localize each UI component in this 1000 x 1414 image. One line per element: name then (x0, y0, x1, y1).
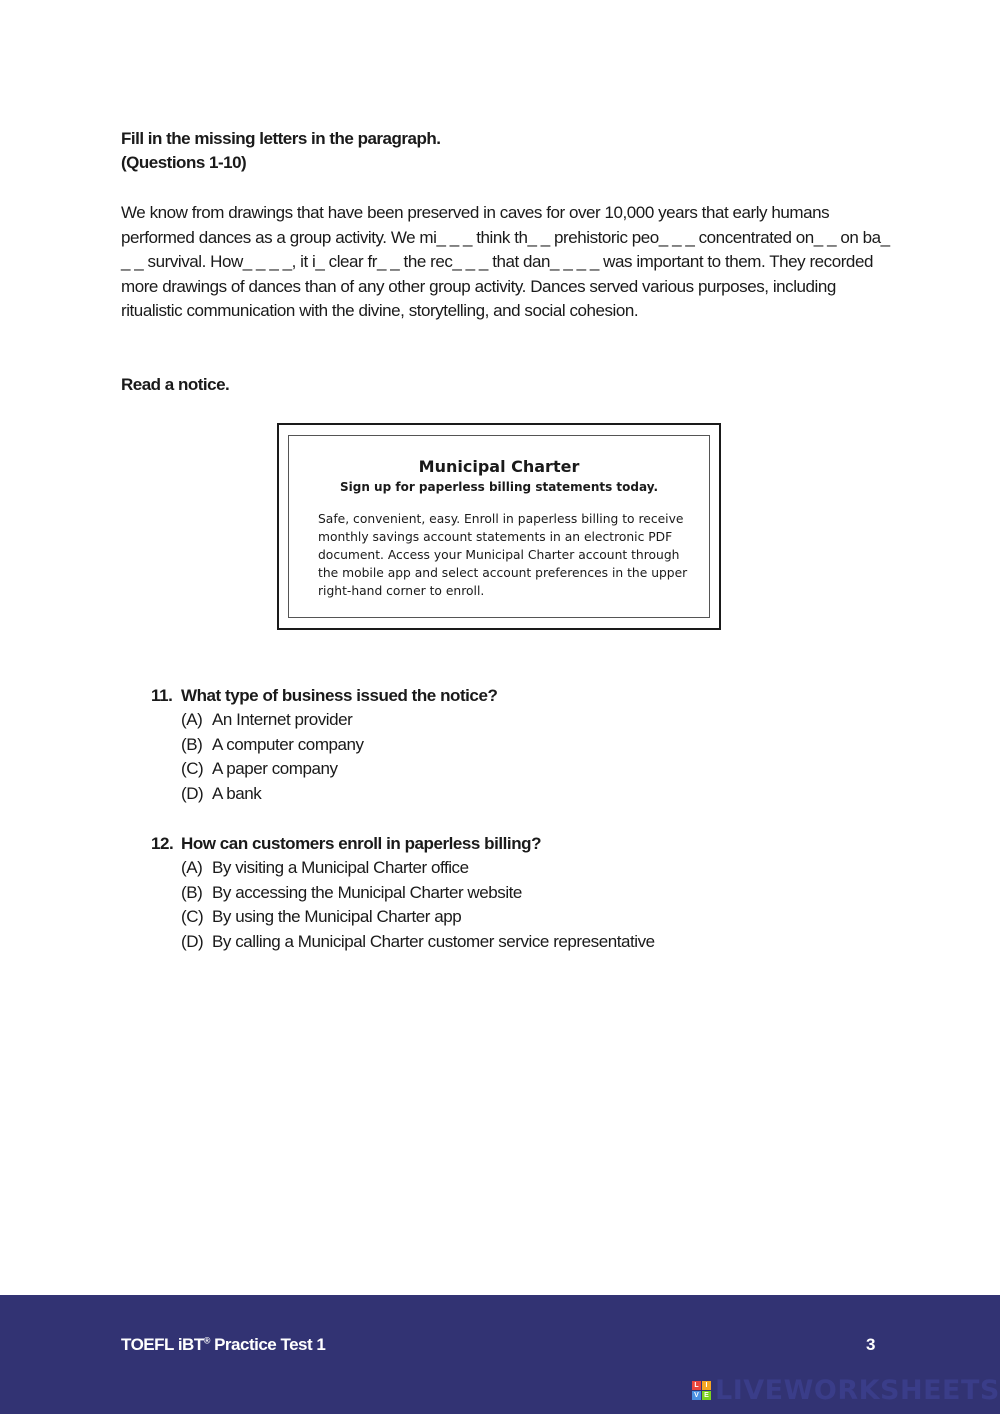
logo-letter-i: I (702, 1381, 711, 1390)
option-letter: (A) (181, 858, 203, 877)
question-11 (151, 683, 911, 807)
liveworksheets-wordmark: LIVEWORKSHEETS (715, 1375, 1000, 1406)
footer-title (121, 1335, 325, 1355)
page-number: 3 (866, 1335, 876, 1354)
option-text: By accessing the Municipal Charter website (212, 882, 522, 902)
answer-option[interactable] (151, 881, 911, 906)
fill-in-paragraph: We know from drawings that have been preserved in caves for over 10,000 years that early humans performed dances as a group activity. We mi_ _ _ think th_ _ prehistoric peo_ _ _ concentrated on_ _ on ba_ _ _ survival. How_ _ _ _, it i_ clear fr_ _ the rec_ _ _ that dan_ _ _ _ was important to them. They recorded more drawings of dances than of any other group activity. Dances served various purposes, including ritualistic communication with the divine, storytelling, and social cohesion. (121, 203, 890, 321)
notice-box (277, 423, 721, 630)
logo-letter-e: E (702, 1391, 711, 1400)
option-text: A bank (212, 784, 262, 804)
notice-body: Safe, convenient, easy. Enroll in paperless billing to receive monthly savings account statements in an electronic PDF document. Access your Municipal Charter account through the mobile app and select account preferences in the upper right-hand corner to enroll. (318, 512, 688, 598)
notice-inner-frame (288, 435, 710, 618)
option-letter: (C) (181, 759, 204, 779)
option-text: By visiting a Municipal Charter office (212, 858, 469, 877)
option-letter: (B) (181, 734, 203, 754)
option-text: A paper company (212, 759, 338, 779)
question-12 (151, 831, 911, 955)
answer-option[interactable] (151, 757, 911, 782)
answer-option[interactable] (151, 733, 911, 758)
answer-option[interactable] (151, 905, 911, 930)
notice-title: Municipal Charter (418, 457, 580, 476)
instructions-line-2: (Questions 1-10) (121, 153, 247, 172)
answer-option[interactable] (151, 856, 911, 881)
notice-subtitle: Sign up for paperless billing statements today. (339, 480, 658, 494)
registered-mark: ® (203, 1335, 210, 1346)
option-letter: (D) (181, 784, 204, 804)
logo-letter-l: L (692, 1381, 701, 1390)
answer-option[interactable] (151, 782, 911, 807)
answer-option[interactable] (151, 708, 911, 733)
page-footer (0, 1295, 1000, 1414)
instructions-line-1: Fill in the missing letters in the paragraph. (121, 129, 441, 148)
question-text: How can customers enroll in paperless billing? (181, 834, 541, 853)
instructions (121, 127, 901, 175)
question-text: What type of business issued the notice? (181, 686, 498, 705)
option-letter: (C) (181, 907, 204, 927)
option-text: By calling a Municipal Charter customer service representative (212, 932, 655, 952)
answer-option[interactable] (151, 930, 911, 955)
question-number: 11. (151, 686, 173, 705)
logo-letter-v: V (692, 1391, 701, 1400)
question-number: 12. (151, 834, 174, 853)
option-letter: (A) (181, 710, 203, 729)
liveworksheets-logo[interactable] (692, 1375, 1000, 1406)
section-heading-notice: Read a notice. (121, 375, 230, 394)
option-letter: (B) (181, 882, 203, 902)
option-text: An Internet provider (212, 710, 353, 729)
option-text: A computer company (212, 734, 364, 754)
footer-title-main: TOEFL iBT (121, 1335, 204, 1354)
option-letter: (D) (181, 932, 204, 952)
liveworksheets-logo-icon (692, 1381, 711, 1400)
footer-title-suffix: Practice Test 1 (209, 1335, 326, 1354)
option-text: By using the Municipal Charter app (212, 907, 462, 927)
